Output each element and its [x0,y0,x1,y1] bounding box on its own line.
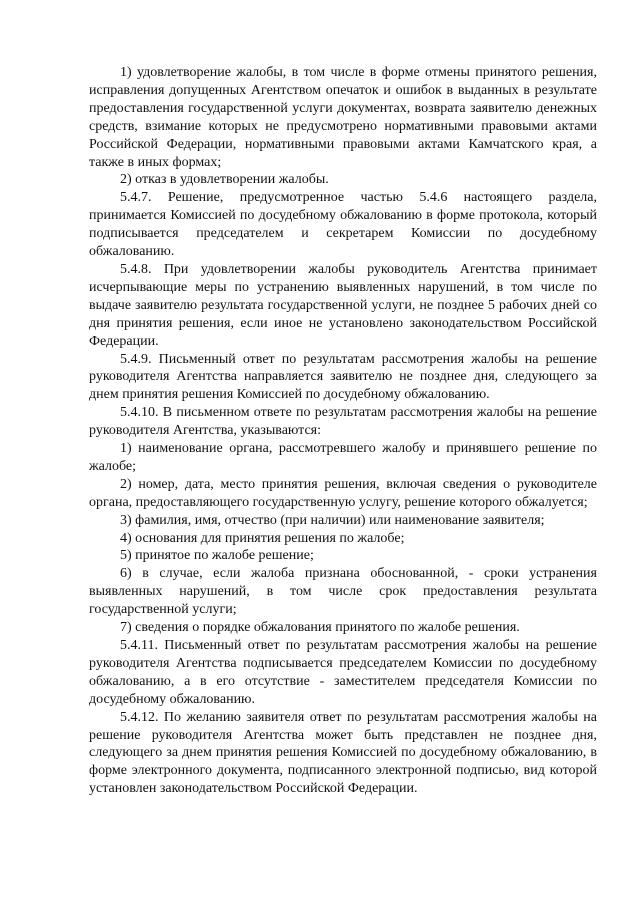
document-page [89,64,597,798]
list-item-7: 7) сведения о порядке обжалования принятого по жалобе решения. [120,620,520,636]
paragraph-5-4-11: 5.4.11. Письменный ответ по результатам рассмотрения жалобы на решение руководителя Агентства подписывается председателем Комиссии по досудебному обжалованию, а в его отсутствие - заместителем председателя Комиссии по досудебному обжалованию. [89,638,597,707]
paragraph-refuse-complaint: 2) отказ в удовлетворении жалобы. [120,172,329,188]
list-item-1: 1) наименование органа, рассмотревшего жалобу и принявшего решение по жалобе; [89,441,597,474]
list-item-3: 3) фамилия, имя, отчество (при наличии) или наименование заявителя; [120,512,545,528]
paragraph-5-4-12: 5.4.12. По желанию заявителя ответ по результатам рассмотрения жалобы на решение руководителя Агентства может быть представлен не позднее дня, следующего за днем принятия решения Комиссией по досудебному обжалованию, в форме электронного документа, подписанного электронной подписью, вид которой установлен законодательством Российской Федерации. [89,709,597,797]
paragraph-5-4-8: 5.4.8. При удовлетворении жалобы руководитель Агентства принимает исчерпывающие меры по устранению выявленных нарушений, в том числе по выдаче заявителю результата государственной услуги, не позднее 5 рабочих дней со дня принятия решения, если иное не установлено законодательством Российской Федерации. [89,261,597,349]
list-item-2: 2) номер, дата, место принятия решения, включая сведения о руководителе органа, предоставляющего государственную услугу, решение которого обжалуется; [89,476,597,510]
paragraph-5-4-10: 5.4.10. В письменном ответе по результатам рассмотрения жалобы на решение руководителя Агентства, указываются: [89,405,597,439]
list-item-4: 4) основания для принятия решения по жалобе; [120,530,405,546]
paragraph-5-4-7: 5.4.7. Решение, предусмотренное частью 5.4.6 настоящего раздела, принимается Комиссией по досудебному обжалованию в форме протокола, который подписывается председателем и секретарем Комиссии по досудебному обжалованию. [89,190,597,260]
paragraph-satisfy-complaint: 1) удовлетворение жалобы, в том числе в форме отмены принятого решения, исправления допущенных Агентством опечаток и ошибок в выданных в результате предоставления государственной услуги документах, возврата заявителю денежных средств, взимание которых не предусмотрено нормативными правовыми актами Российской Федерации, нормативными правовыми актами Камчатского края, а также в иных формах; [89,65,597,170]
list-item-6: 6) в случае, если жалоба признана обоснованной, - сроки устранения выявленных нарушений, в том числе срок предоставления результата государственной услуги; [89,566,597,618]
paragraph-5-4-9: 5.4.9. Письменный ответ по результатам рассмотрения жалобы на решение руководителя Агентства направляется заявителю не позднее дня, следующего за днем принятия решения Комиссией по досудебному обжалованию. [89,351,597,403]
list-item-5: 5) принятое по жалобе решение; [120,548,314,564]
